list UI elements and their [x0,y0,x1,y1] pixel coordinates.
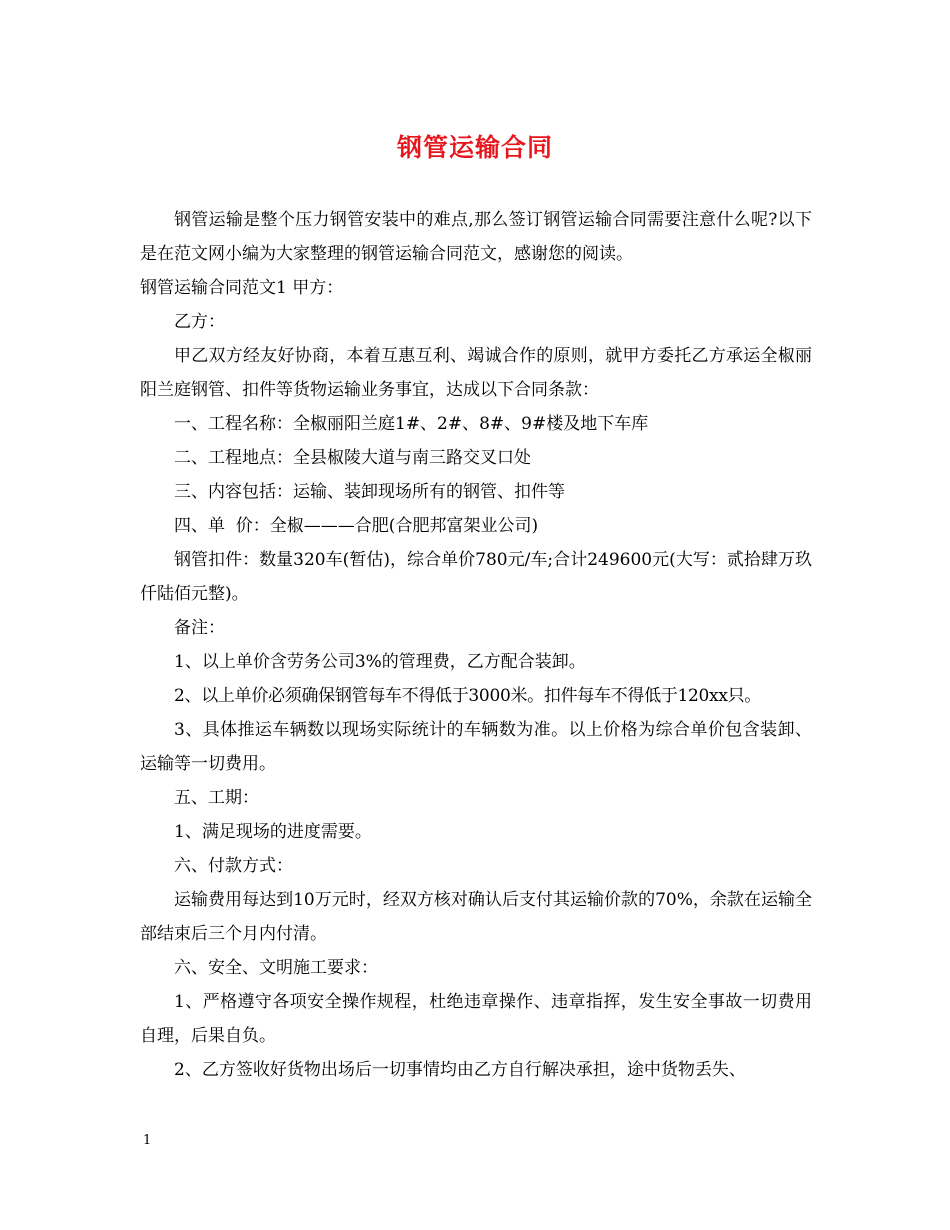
payment-label: 六、付款方式： [174,856,293,876]
page-number: 1 [143,1133,152,1148]
period-item-1: 1、满足现场的进度需要。 [174,822,372,842]
period-label: 五、工期： [174,788,259,808]
safety-item-2: 2、乙方签收好货物出场后一切事情均由乙方自行解决承担，途中货物丢失、 [174,1060,746,1080]
sample-label: 钢管运输合同范文1 [140,278,287,298]
remark-item-1: 1、以上单价含劳务公司3%的管理费，乙方配合装卸。 [174,652,586,672]
sample-heading-line [140,271,812,305]
remarks-label: 备注： [174,618,225,638]
document-title: 钢管运输合同 [396,133,553,162]
safety-label: 六、安全、文明施工要求： [174,958,378,978]
remark-item-3: 3、具体推运车辆数以现场实际统计的车辆数为准。以上价格为综合单价包含装卸、运输等一切费用。 [140,720,812,774]
preamble-paragraph: 甲乙双方经友好协商，本着互惠互利、竭诚合作的原则，就甲方委托乙方承运全椒丽阳兰庭钢管、扣件等货物运输业务事宜，达成以下合同条款： [140,346,812,400]
clause-project-name: 一、工程名称：全椒丽阳兰庭1#、2#、8#、9#楼及地下车库 [174,414,649,434]
safety-item-1: 1、严格遵守各项安全操作规程，杜绝违章操作、违章指挥，发生安全事故一切费用自理，后果自负。 [140,992,812,1046]
price-paragraph: 钢管扣件：数量320车(暂估)，综合单价780元/车;合计249600元(大写：贰拾肆万玖仟陆佰元整)。 [140,550,812,604]
party-a-label: 甲方： [292,278,344,298]
clause-project-location: 二、工程地点：全县椒陵大道与南三路交叉口处 [174,448,531,468]
document-body [140,203,812,1087]
remark-item-2: 2、以上单价必须确保钢管每车不得低于3000米。扣件每车不得低于120xx只。 [174,686,762,706]
intro-paragraph: 钢管运输是整个压力钢管安装中的难点,那么签订钢管运输合同需要注意什么呢?以下是在范文网小编为大家整理的钢管运输合同范文，感谢您的阅读。 [140,210,812,264]
clause-scope: 三、内容包括：运输、装卸现场所有的钢管、扣件等 [174,482,565,502]
payment-paragraph: 运输费用每达到10万元时，经双方核对确认后支付其运输价款的70%，余款在运输全部结束后三个月内付清。 [140,890,812,944]
clause-unit-price: 四、单 价：全椒———合肥(合肥邦富架业公司) [174,516,539,536]
party-b-label: 乙方： [174,312,225,332]
